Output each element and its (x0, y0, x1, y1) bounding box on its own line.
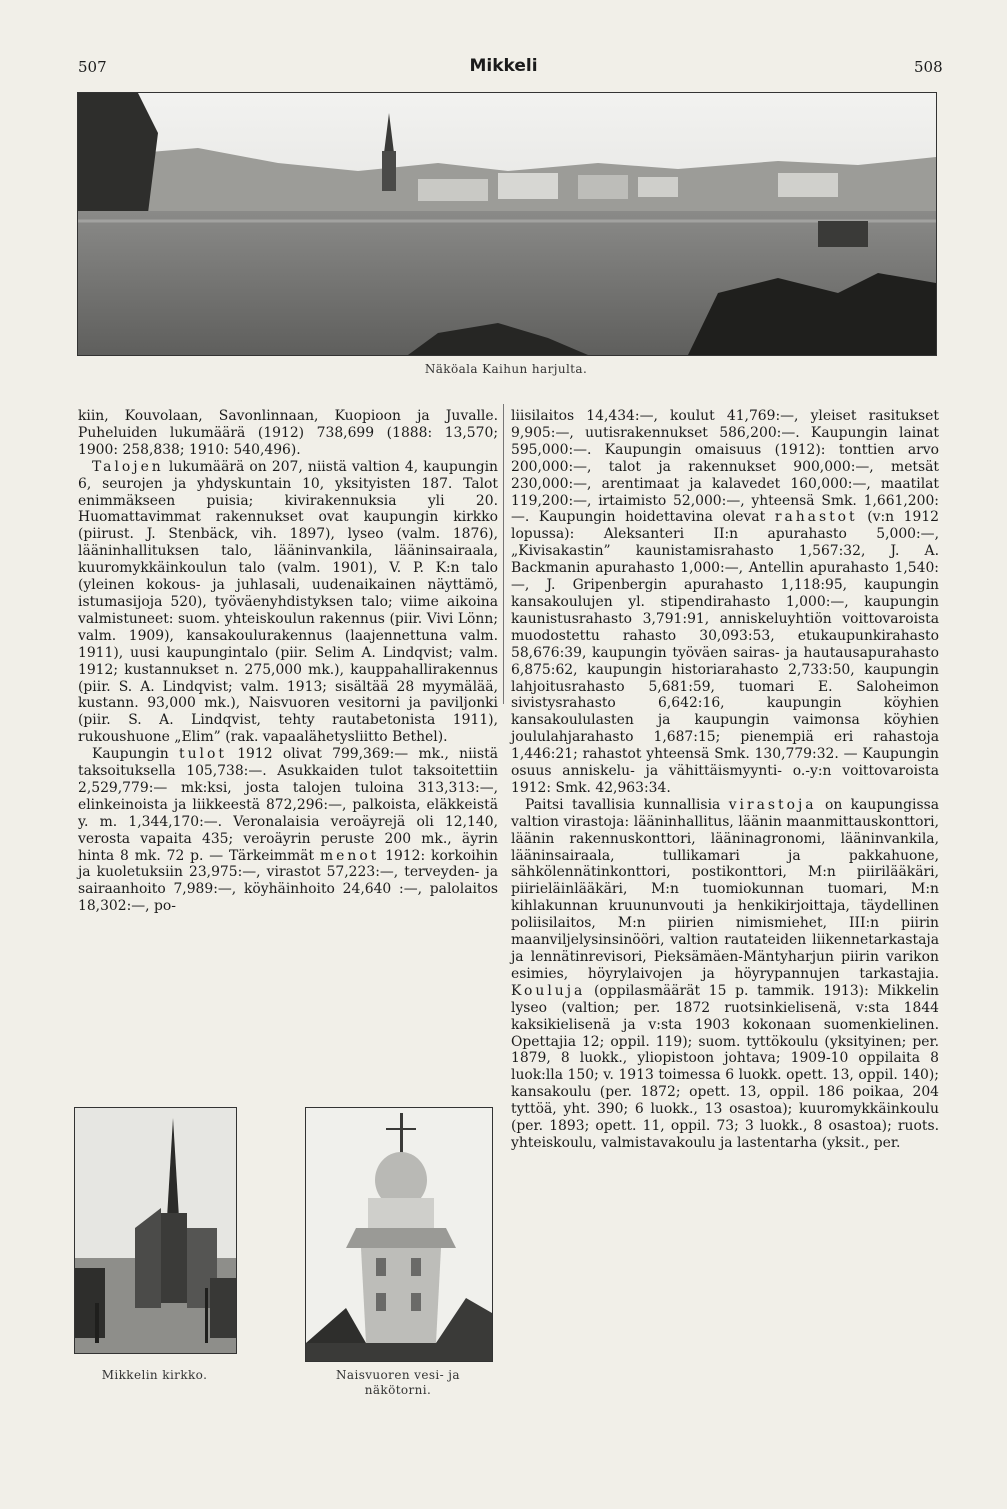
right-paragraph-2-a: Paitsi tavallisia kunnallisia (525, 796, 729, 813)
right-paragraph-2 (511, 797, 939, 1152)
church-photo (74, 1107, 237, 1354)
left-paragraph-1: kiin, Kouvolaan, Savonlinnaan, Kuopioon ja Juvalle. Puheluiden lukumäärä (1912) 738,699 (1888: 13,570; 1900: 258,838; 1910: 540,496). (78, 408, 498, 458)
left-paragraph-2-text: lukumäärä on 207, niistä valtion 4, kaupungin 6, seurojen ja yhdyskuntain 10, yksityisten 187. Talot enimmäkseen puisia; kivirakennuksia yli 20. Huomattavimmat rakennukset ovat kaupungin kirkko (piirust. J. Stenbäck, vih. 1897), lyseo (valm. 1876), lääninhallituksen talo, lääninvankila, lääninsairaala, kuuromykkäinkoulun talo (valm. 1901), V. P. K:n talo (yleinen kokous- ja juhlasali, uudenaikainen näyttämö, istumasijoja 520), työväenyhdistyksen talo; viime aikoina valmistuneet: suom. yhteiskoulun rakennus (piir. Vivi Lönn; valm. 1909), kansakoulurakennus (laajennettuna valm. 1911), uusi kaupungintalo (piir. Selim A. Lindqvist; valm. 1912; kustannukset n. 275,000 mk.), kauppahallirakennus (piir. S. A. Lindqvist; valm. 1913; sisältää 28 myymälää, kustann. 93,000 mk.), Naisvuoren vesitorni ja paviljonki (piir. S. A. Lindqvist, tehty rautabetonista 1911), rukoushuone „Elim” (rak. vapaalähetysliitto Bethel). (78, 458, 498, 746)
water-tower-photo (305, 1107, 493, 1362)
right-paragraph-1-a: liisilaitos 14,434:—, koulut 41,769:—, yleiset rasitukset 9,905:—, uutisrakennukset 586,200:—. Kaupungin lainat 595,000:—. Kaupungin omaisuus (1912): tonttien arvo 200,000:—, talot ja rakennukset 900,000:—, metsät 230,000:—, arentimaat ja kalavedet 160,000:—, maatilat 119,200:—, irtaimisto 52,000:—, yhteensä Smk. 1,661,200:—. Kaupungin hoidettavina olevat (511, 408, 939, 526)
water-tower-caption-line2: näkötorni. (364, 1383, 432, 1397)
right-paragraph-1 (511, 408, 939, 797)
right-paragraph-1-b: (v:n 1912 lopussa): Aleksanteri II:n apurahasto 5,000:—, „Kivisakastin” kaunistamisrahasto 1,567:32, J. A. Backmanin apurahasto 1,000:—, Antellin apurahasto 1,540:—, J. Gripenbergin apurahasto 1,118:95, kaupungin kansakoulujen yl. stipendirahasto 1,000:—, kaupungin kaunistusrahasto 3,791:91, anniskeluyhtiön voittovaroista muodostettu rahasto 30,093:53, etukaupunkirahasto 58,676:39, kaupungin työväen sairas- ja hautausapurahasto 6,875:62, kaupungin historiarahasto 2,733:50, kaupungin lahjoitusrahasto 5,681:59, tuomari E. Saloheimon sivistysrahasto 6,642:16, kaupungin köyhien kansakoululasten ja kaupungin vaimonsa köyhien joululahjarahasto 1,687:15; pienempiä eri rahastoja 1,446:21; rahastot yhteensä Smk. 130,779:32. — Kaupungin osuus anniskelu- ja vähittäismyynti- o.-y:n voittovaroista 1912: Smk. 42,963:34. (511, 509, 940, 796)
page-number-left: 507 (78, 58, 107, 76)
left-paragraph-3 (78, 746, 498, 915)
column-divider (503, 404, 504, 704)
lead-rahastot: rahastot (774, 509, 858, 526)
church-caption: Mikkelin kirkko. (101, 1368, 208, 1382)
panorama-caption: Näköala Kaihun harjulta. (424, 362, 588, 376)
left-column (78, 408, 498, 915)
panorama-photo (77, 92, 937, 356)
lead-menot: menot (319, 847, 380, 864)
left-paragraph-3-b: 1912 olivat 799,369:— mk., niistä taksoituksella 105,738:—. Asukkaiden tulot taksoitettiin 2,529,779:— mk:ksi, josta talojen tuloina 313,313:—, elinkeinoista ja liikkeestä 872,296:—, palkoista, eläkkeistä y. m. 1,344,170:—. Veronalaisia veroäyrejä oli 12,140, verosta vapaita 435; veroäyrin peruste 200 mk., äyrin hinta 8 mk. 72 p. — Tärkeimmät (78, 746, 498, 864)
right-column (511, 408, 939, 1152)
page-number-right: 508 (914, 58, 943, 76)
left-paragraph-3-c: 1912: korkoihin ja kuoletuksiin 23,975:—, virastot 57,223:—, terveyden- ja sairaanhoito 7,989:—, köyhäinhoito 24,640 :—, palolaitos 18,302:—, po- (78, 847, 498, 915)
right-paragraph-2-c: (oppilasmäärät 15 p. tammik. 1913): Mikkelin lyseo (valtion; per. 1872 ruotsinkielisenä, v:sta 1844 kaksikielisenä ja v:sta 1903 kokonaan suomenkielinen. Opettajia 12; oppil. 119); suom. tyttökoulu (yksityinen; per. 1879, 8 luokk., yliopistoon johtava; 1909-10 oppilaita 8 luok:lla 150; v. 1913 toimessa 6 luokk. opett. 13, oppil. 140); kansakoulu (per. 1872; opett. 13, oppil. 186 poikaa, 204 tyttöä, yht. 390; 6 luokk., 13 osastoa); kuuromykkäinkoulu (per. 1893; opett. 11, oppil. 73; 3 luokk., 8 osastoa); ruots. yhteiskoulu, valmistavakoulu ja lastentarha (yksit., per. (511, 982, 939, 1151)
lead-tulot: tulot (178, 746, 227, 763)
running-title: Mikkeli (469, 56, 538, 76)
lead-talojen: Talojen (92, 458, 164, 475)
lead-virastoja: virastoja (728, 796, 817, 813)
left-paragraph-2 (78, 459, 498, 746)
lead-kouluja: Kouluja (511, 982, 586, 999)
left-paragraph-3-a: Kaupungin (92, 746, 179, 763)
right-paragraph-2-b: on kaupungissa valtion virastoja: lääninhallitus, läänin maanmittauskonttori, läänin rakennuskonttori, lääninagronomi, lääninvankila, lääninsairaala, tullikamari ja pakkahuone, sähkölennätinkonttori, postikonttori, M:n piirilääkäri, piirieläinlääkäri, M:n tuomiokunnan tuomari, M:n kihlakunnan kruununvouti ja henkikirjoittaja, täydellinen poliisilaitos, M:n piirien nimismiehet, III:n piirin maanviljelysinsinööri, valtion rautateiden liikennetarkastaja ja lennätinrevisori, Pieksämäen-Mäntyharjun piirin varikon esimies, höyrylaivojen ja höyrypannujen tarkastajia. (511, 796, 939, 982)
water-tower-caption-line1: Naisvuoren vesi- ja (336, 1368, 460, 1382)
